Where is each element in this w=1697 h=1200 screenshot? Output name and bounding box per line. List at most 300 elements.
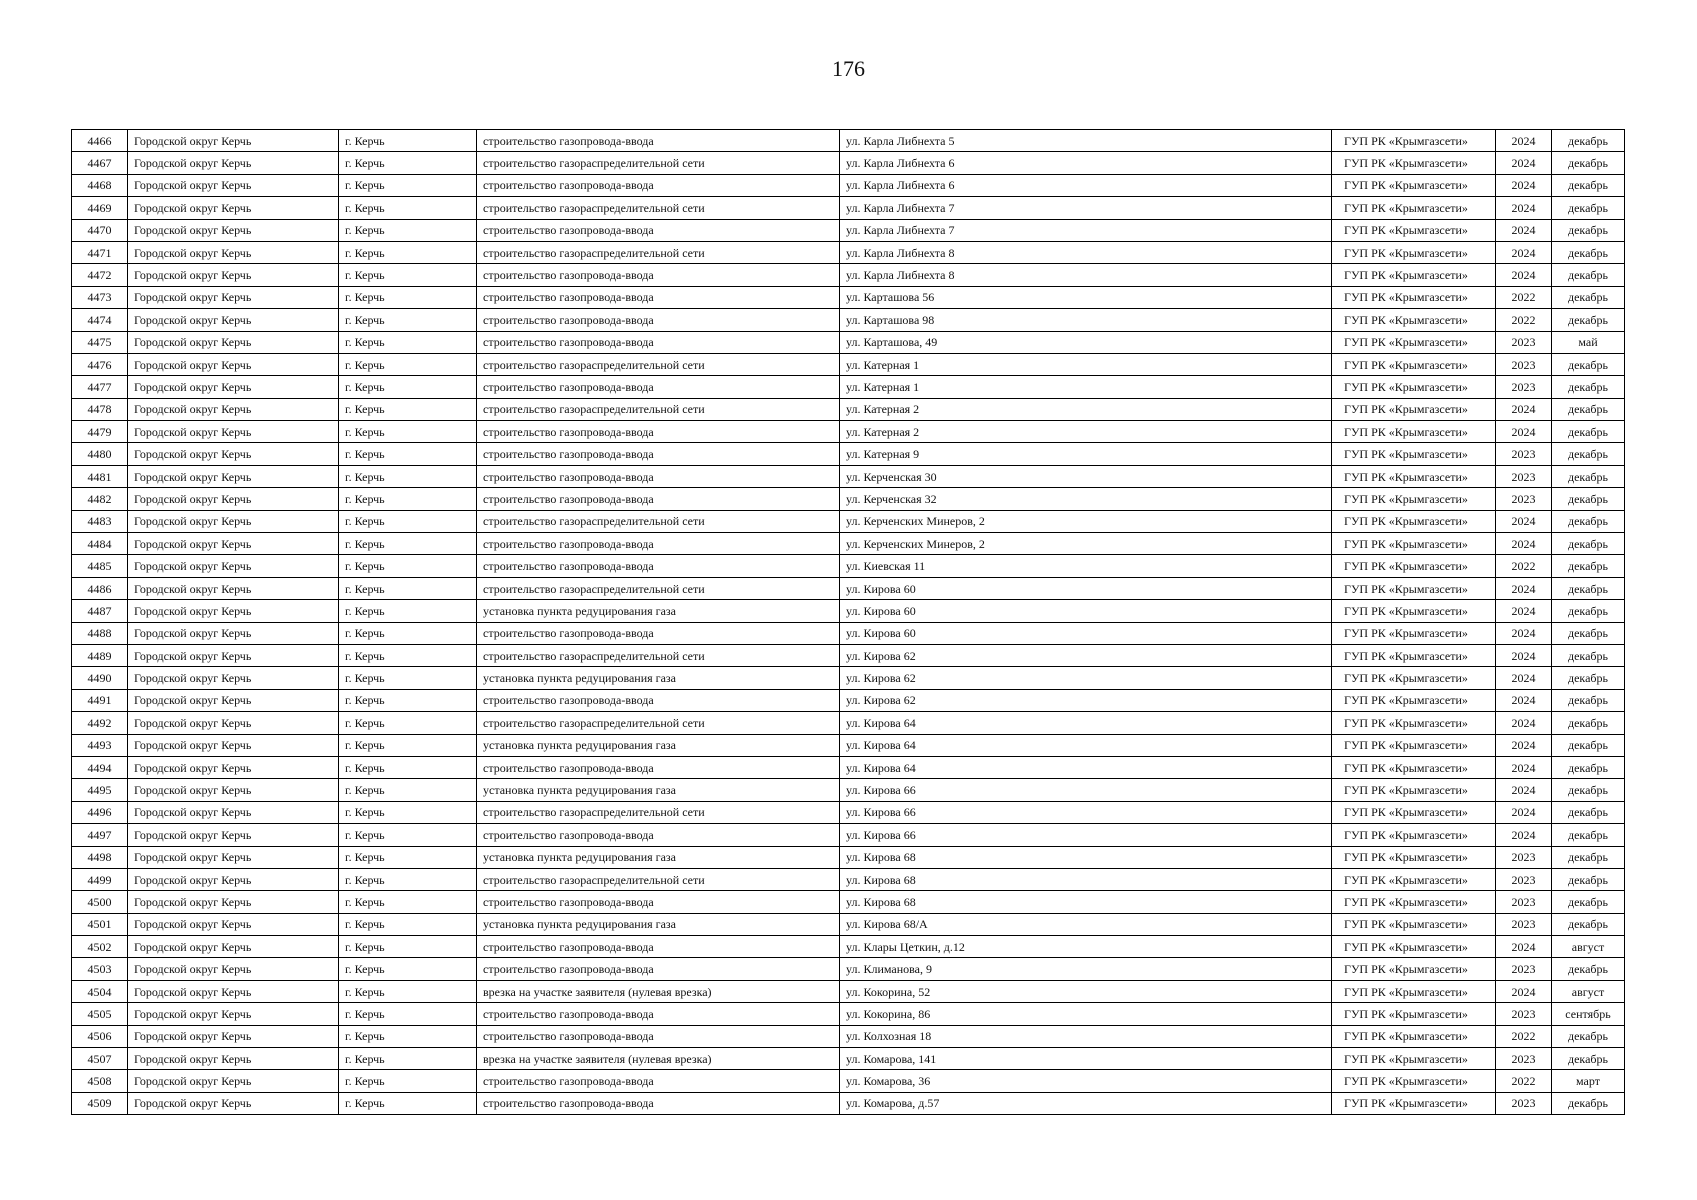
- city-cell: г. Керчь: [339, 376, 477, 398]
- address-cell: ул. Карла Либнехта 6: [840, 152, 1332, 174]
- year-cell: 2023: [1496, 868, 1552, 890]
- organization-cell: ГУП РК «Крымгазсети»: [1332, 555, 1496, 577]
- table-row: [72, 465, 1625, 487]
- organization-cell: ГУП РК «Крымгазсети»: [1332, 667, 1496, 689]
- month-cell: декабрь: [1552, 533, 1625, 555]
- city-cell: г. Керчь: [339, 824, 477, 846]
- address-cell: ул. Карла Либнехта 8: [840, 241, 1332, 263]
- organization-cell: ГУП РК «Крымгазсети»: [1332, 264, 1496, 286]
- year-cell: 2024: [1496, 174, 1552, 196]
- city-cell: г. Керчь: [339, 1025, 477, 1047]
- month-cell: декабрь: [1552, 891, 1625, 913]
- table-row: [72, 264, 1625, 286]
- row-number: 4481: [72, 465, 128, 487]
- district-cell: Городской округ Керчь: [128, 555, 339, 577]
- organization-cell: ГУП РК «Крымгазсети»: [1332, 868, 1496, 890]
- address-cell: ул. Кирова 60: [840, 622, 1332, 644]
- year-cell: 2024: [1496, 734, 1552, 756]
- month-cell: декабрь: [1552, 958, 1625, 980]
- table-row: [72, 130, 1625, 152]
- district-cell: Городской округ Керчь: [128, 689, 339, 711]
- row-number: 4486: [72, 577, 128, 599]
- year-cell: 2024: [1496, 533, 1552, 555]
- city-cell: г. Керчь: [339, 331, 477, 353]
- work-type-cell: установка пункта редуцирования газа: [477, 734, 840, 756]
- year-cell: 2024: [1496, 936, 1552, 958]
- month-cell: май: [1552, 331, 1625, 353]
- table-row: [72, 756, 1625, 778]
- district-cell: Городской округ Керчь: [128, 421, 339, 443]
- organization-cell: ГУП РК «Крымгазсети»: [1332, 846, 1496, 868]
- month-cell: сентябрь: [1552, 1003, 1625, 1025]
- district-cell: Городской округ Керчь: [128, 510, 339, 532]
- row-number: 4476: [72, 353, 128, 375]
- month-cell: декабрь: [1552, 1048, 1625, 1070]
- year-cell: 2024: [1496, 398, 1552, 420]
- organization-cell: ГУП РК «Крымгазсети»: [1332, 533, 1496, 555]
- organization-cell: ГУП РК «Крымгазсети»: [1332, 241, 1496, 263]
- work-type-cell: строительство газопровода-ввода: [477, 376, 840, 398]
- district-cell: Городской округ Керчь: [128, 174, 339, 196]
- work-type-cell: строительство газопровода-ввода: [477, 465, 840, 487]
- month-cell: декабрь: [1552, 689, 1625, 711]
- table-row: [72, 309, 1625, 331]
- district-cell: Городской округ Керчь: [128, 130, 339, 152]
- table-row: [72, 219, 1625, 241]
- district-cell: Городской округ Керчь: [128, 644, 339, 666]
- district-cell: Городской округ Керчь: [128, 152, 339, 174]
- address-cell: ул. Кокорина, 52: [840, 980, 1332, 1002]
- district-cell: Городской округ Керчь: [128, 1092, 339, 1114]
- organization-cell: ГУП РК «Крымгазсети»: [1332, 510, 1496, 532]
- row-number: 4493: [72, 734, 128, 756]
- year-cell: 2022: [1496, 1070, 1552, 1092]
- row-number: 4479: [72, 421, 128, 443]
- district-cell: Городской округ Керчь: [128, 331, 339, 353]
- organization-cell: ГУП РК «Крымгазсети»: [1332, 376, 1496, 398]
- table-row: [72, 936, 1625, 958]
- month-cell: декабрь: [1552, 421, 1625, 443]
- year-cell: 2024: [1496, 130, 1552, 152]
- year-cell: 2023: [1496, 1048, 1552, 1070]
- row-number: 4509: [72, 1092, 128, 1114]
- address-cell: ул. Керченских Минеров, 2: [840, 533, 1332, 555]
- month-cell: декабрь: [1552, 846, 1625, 868]
- work-type-cell: установка пункта редуцирования газа: [477, 779, 840, 801]
- address-cell: ул. Карла Либнехта 5: [840, 130, 1332, 152]
- row-number: 4485: [72, 555, 128, 577]
- table-row: [72, 353, 1625, 375]
- row-number: 4491: [72, 689, 128, 711]
- city-cell: г. Керчь: [339, 443, 477, 465]
- month-cell: декабрь: [1552, 130, 1625, 152]
- month-cell: декабрь: [1552, 398, 1625, 420]
- organization-cell: ГУП РК «Крымгазсети»: [1332, 488, 1496, 510]
- address-cell: ул. Кирова 68: [840, 891, 1332, 913]
- address-cell: ул. Киевская 11: [840, 555, 1332, 577]
- table-row: [72, 779, 1625, 801]
- work-type-cell: строительство газораспределительной сети: [477, 712, 840, 734]
- table-row: [72, 958, 1625, 980]
- work-type-cell: строительство газопровода-ввода: [477, 1092, 840, 1114]
- work-type-cell: строительство газораспределительной сети: [477, 577, 840, 599]
- district-cell: Городской округ Керчь: [128, 1070, 339, 1092]
- year-cell: 2024: [1496, 197, 1552, 219]
- organization-cell: ГУП РК «Крымгазсети»: [1332, 936, 1496, 958]
- year-cell: 2024: [1496, 241, 1552, 263]
- address-cell: ул. Кокорина, 86: [840, 1003, 1332, 1025]
- month-cell: декабрь: [1552, 622, 1625, 644]
- row-number: 4498: [72, 846, 128, 868]
- address-cell: ул. Керченских Минеров, 2: [840, 510, 1332, 532]
- organization-cell: ГУП РК «Крымгазсети»: [1332, 958, 1496, 980]
- city-cell: г. Керчь: [339, 1092, 477, 1114]
- work-type-cell: строительство газопровода-ввода: [477, 264, 840, 286]
- table-row: [72, 488, 1625, 510]
- address-cell: ул. Карла Либнехта 6: [840, 174, 1332, 196]
- month-cell: декабрь: [1552, 174, 1625, 196]
- row-number: 4466: [72, 130, 128, 152]
- month-cell: декабрь: [1552, 219, 1625, 241]
- year-cell: 2024: [1496, 600, 1552, 622]
- work-type-cell: врезка на участке заявителя (нулевая врезка): [477, 1048, 840, 1070]
- address-cell: ул. Комарова, 141: [840, 1048, 1332, 1070]
- work-type-cell: строительство газопровода-ввода: [477, 309, 840, 331]
- city-cell: г. Керчь: [339, 1070, 477, 1092]
- work-type-cell: строительство газораспределительной сети: [477, 801, 840, 823]
- table-row: [72, 622, 1625, 644]
- city-cell: г. Керчь: [339, 219, 477, 241]
- city-cell: г. Керчь: [339, 1048, 477, 1070]
- work-type-cell: строительство газопровода-ввода: [477, 443, 840, 465]
- year-cell: 2022: [1496, 1025, 1552, 1047]
- organization-cell: ГУП РК «Крымгазсети»: [1332, 1070, 1496, 1092]
- row-number: 4504: [72, 980, 128, 1002]
- district-cell: Городской округ Керчь: [128, 577, 339, 599]
- district-cell: Городской округ Керчь: [128, 891, 339, 913]
- address-cell: ул. Кирова 64: [840, 734, 1332, 756]
- city-cell: г. Керчь: [339, 734, 477, 756]
- address-cell: ул. Карла Либнехта 7: [840, 197, 1332, 219]
- city-cell: г. Керчь: [339, 756, 477, 778]
- row-number: 4468: [72, 174, 128, 196]
- work-type-cell: установка пункта редуцирования газа: [477, 913, 840, 935]
- year-cell: 2024: [1496, 577, 1552, 599]
- row-number: 4487: [72, 600, 128, 622]
- organization-cell: ГУП РК «Крымгазсети»: [1332, 219, 1496, 241]
- month-cell: август: [1552, 980, 1625, 1002]
- address-cell: ул. Кирова 66: [840, 779, 1332, 801]
- address-cell: ул. Климанова, 9: [840, 958, 1332, 980]
- district-cell: Городской округ Керчь: [128, 443, 339, 465]
- work-type-cell: строительство газопровода-ввода: [477, 219, 840, 241]
- address-cell: ул. Катерная 1: [840, 376, 1332, 398]
- row-number: 4494: [72, 756, 128, 778]
- address-cell: ул. Керченская 32: [840, 488, 1332, 510]
- year-cell: 2023: [1496, 891, 1552, 913]
- table-row: [72, 398, 1625, 420]
- table-row: [72, 286, 1625, 308]
- city-cell: г. Керчь: [339, 421, 477, 443]
- row-number: 4480: [72, 443, 128, 465]
- month-cell: декабрь: [1552, 577, 1625, 599]
- year-cell: 2024: [1496, 712, 1552, 734]
- work-type-cell: установка пункта редуцирования газа: [477, 667, 840, 689]
- organization-cell: ГУП РК «Крымгазсети»: [1332, 174, 1496, 196]
- organization-cell: ГУП РК «Крымгазсети»: [1332, 577, 1496, 599]
- year-cell: 2023: [1496, 376, 1552, 398]
- organization-cell: ГУП РК «Крымгазсети»: [1332, 443, 1496, 465]
- city-cell: г. Керчь: [339, 1003, 477, 1025]
- address-cell: ул. Кирова 62: [840, 689, 1332, 711]
- work-type-cell: строительство газопровода-ввода: [477, 622, 840, 644]
- month-cell: декабрь: [1552, 1092, 1625, 1114]
- work-type-cell: строительство газораспределительной сети: [477, 510, 840, 532]
- year-cell: 2023: [1496, 353, 1552, 375]
- organization-cell: ГУП РК «Крымгазсети»: [1332, 734, 1496, 756]
- address-cell: ул. Кирова 62: [840, 644, 1332, 666]
- year-cell: 2024: [1496, 421, 1552, 443]
- work-type-cell: строительство газораспределительной сети: [477, 644, 840, 666]
- district-cell: Городской округ Керчь: [128, 667, 339, 689]
- work-type-cell: строительство газораспределительной сети: [477, 152, 840, 174]
- address-cell: ул. Кирова 60: [840, 600, 1332, 622]
- district-cell: Городской округ Керчь: [128, 600, 339, 622]
- month-cell: декабрь: [1552, 309, 1625, 331]
- year-cell: 2024: [1496, 644, 1552, 666]
- city-cell: г. Керчь: [339, 174, 477, 196]
- district-cell: Городской округ Керчь: [128, 241, 339, 263]
- district-cell: Городской округ Керчь: [128, 353, 339, 375]
- year-cell: 2023: [1496, 331, 1552, 353]
- row-number: 4506: [72, 1025, 128, 1047]
- year-cell: 2024: [1496, 824, 1552, 846]
- city-cell: г. Керчь: [339, 600, 477, 622]
- year-cell: 2023: [1496, 443, 1552, 465]
- table-row: [72, 1048, 1625, 1070]
- city-cell: г. Керчь: [339, 510, 477, 532]
- month-cell: декабрь: [1552, 555, 1625, 577]
- city-cell: г. Керчь: [339, 779, 477, 801]
- year-cell: 2023: [1496, 1003, 1552, 1025]
- year-cell: 2023: [1496, 958, 1552, 980]
- address-cell: ул. Кирова 62: [840, 667, 1332, 689]
- address-cell: ул. Кирова 66: [840, 801, 1332, 823]
- organization-cell: ГУП РК «Крымгазсети»: [1332, 756, 1496, 778]
- row-number: 4472: [72, 264, 128, 286]
- district-cell: Городской округ Керчь: [128, 913, 339, 935]
- work-type-cell: строительство газораспределительной сети: [477, 353, 840, 375]
- organization-cell: ГУП РК «Крымгазсети»: [1332, 779, 1496, 801]
- city-cell: г. Керчь: [339, 555, 477, 577]
- work-type-cell: врезка на участке заявителя (нулевая врезка): [477, 980, 840, 1002]
- city-cell: г. Керчь: [339, 152, 477, 174]
- address-cell: ул. Кирова 66: [840, 824, 1332, 846]
- table-row: [72, 331, 1625, 353]
- table-row: [72, 1025, 1625, 1047]
- city-cell: г. Керчь: [339, 309, 477, 331]
- address-cell: ул. Кирова 64: [840, 756, 1332, 778]
- table-row: [72, 1092, 1625, 1114]
- organization-cell: ГУП РК «Крымгазсети»: [1332, 465, 1496, 487]
- work-type-cell: строительство газораспределительной сети: [477, 398, 840, 420]
- work-type-cell: строительство газопровода-ввода: [477, 533, 840, 555]
- organization-cell: ГУП РК «Крымгазсети»: [1332, 309, 1496, 331]
- work-type-cell: строительство газопровода-ввода: [477, 1003, 840, 1025]
- district-cell: Городской округ Керчь: [128, 219, 339, 241]
- row-number: 4499: [72, 868, 128, 890]
- city-cell: г. Керчь: [339, 846, 477, 868]
- organization-cell: ГУП РК «Крымгазсети»: [1332, 286, 1496, 308]
- city-cell: г. Керчь: [339, 577, 477, 599]
- city-cell: г. Керчь: [339, 264, 477, 286]
- year-cell: 2023: [1496, 1092, 1552, 1114]
- city-cell: г. Керчь: [339, 980, 477, 1002]
- organization-cell: ГУП РК «Крымгазсети»: [1332, 421, 1496, 443]
- year-cell: 2024: [1496, 667, 1552, 689]
- district-cell: Городской округ Керчь: [128, 376, 339, 398]
- table-row: [72, 868, 1625, 890]
- month-cell: декабрь: [1552, 667, 1625, 689]
- month-cell: декабрь: [1552, 824, 1625, 846]
- work-type-cell: строительство газопровода-ввода: [477, 689, 840, 711]
- district-cell: Городской округ Керчь: [128, 197, 339, 219]
- work-type-cell: строительство газопровода-ввода: [477, 421, 840, 443]
- table-row: [72, 1003, 1625, 1025]
- table-row: [72, 689, 1625, 711]
- district-cell: Городской округ Керчь: [128, 846, 339, 868]
- organization-cell: ГУП РК «Крымгазсети»: [1332, 130, 1496, 152]
- organization-cell: ГУП РК «Крымгазсети»: [1332, 689, 1496, 711]
- table-row: [72, 1070, 1625, 1092]
- organization-cell: ГУП РК «Крымгазсети»: [1332, 891, 1496, 913]
- table-row: [72, 667, 1625, 689]
- table-row: [72, 824, 1625, 846]
- work-type-cell: строительство газопровода-ввода: [477, 1025, 840, 1047]
- organization-cell: ГУП РК «Крымгазсети»: [1332, 913, 1496, 935]
- city-cell: г. Керчь: [339, 465, 477, 487]
- table-row: [72, 174, 1625, 196]
- row-number: 4495: [72, 779, 128, 801]
- row-number: 4482: [72, 488, 128, 510]
- row-number: 4473: [72, 286, 128, 308]
- row-number: 4483: [72, 510, 128, 532]
- work-type-cell: строительство газопровода-ввода: [477, 488, 840, 510]
- city-cell: г. Керчь: [339, 936, 477, 958]
- row-number: 4492: [72, 712, 128, 734]
- district-cell: Городской округ Керчь: [128, 309, 339, 331]
- row-number: 4470: [72, 219, 128, 241]
- table-row: [72, 443, 1625, 465]
- table-row: [72, 555, 1625, 577]
- month-cell: декабрь: [1552, 868, 1625, 890]
- district-cell: Городской округ Керчь: [128, 712, 339, 734]
- month-cell: декабрь: [1552, 286, 1625, 308]
- table-row: [72, 510, 1625, 532]
- year-cell: 2024: [1496, 689, 1552, 711]
- district-cell: Городской округ Керчь: [128, 533, 339, 555]
- address-cell: ул. Карла Либнехта 7: [840, 219, 1332, 241]
- address-cell: ул. Комарова, 36: [840, 1070, 1332, 1092]
- address-cell: ул. Колхозная 18: [840, 1025, 1332, 1047]
- organization-cell: ГУП РК «Крымгазсети»: [1332, 331, 1496, 353]
- address-cell: ул. Клары Цеткин, д.12: [840, 936, 1332, 958]
- address-cell: ул. Комарова, д.57: [840, 1092, 1332, 1114]
- month-cell: декабрь: [1552, 241, 1625, 263]
- table-row: [72, 980, 1625, 1002]
- address-cell: ул. Карташова, 49: [840, 331, 1332, 353]
- row-number: 4503: [72, 958, 128, 980]
- row-number: 4500: [72, 891, 128, 913]
- work-type-cell: строительство газораспределительной сети: [477, 241, 840, 263]
- address-cell: ул. Керченская 30: [840, 465, 1332, 487]
- district-cell: Городской округ Керчь: [128, 622, 339, 644]
- table-row: [72, 801, 1625, 823]
- organization-cell: ГУП РК «Крымгазсети»: [1332, 600, 1496, 622]
- year-cell: 2024: [1496, 801, 1552, 823]
- row-number: 4477: [72, 376, 128, 398]
- address-cell: ул. Катерная 1: [840, 353, 1332, 375]
- city-cell: г. Керчь: [339, 130, 477, 152]
- month-cell: декабрь: [1552, 644, 1625, 666]
- month-cell: август: [1552, 936, 1625, 958]
- row-number: 4507: [72, 1048, 128, 1070]
- year-cell: 2023: [1496, 846, 1552, 868]
- address-cell: ул. Кирова 68: [840, 868, 1332, 890]
- district-cell: Городской округ Керчь: [128, 398, 339, 420]
- work-type-cell: строительство газопровода-ввода: [477, 824, 840, 846]
- row-number: 4469: [72, 197, 128, 219]
- work-type-cell: строительство газораспределительной сети: [477, 868, 840, 890]
- month-cell: декабрь: [1552, 376, 1625, 398]
- table-row: [72, 152, 1625, 174]
- month-cell: декабрь: [1552, 488, 1625, 510]
- row-number: 4490: [72, 667, 128, 689]
- month-cell: декабрь: [1552, 197, 1625, 219]
- city-cell: г. Керчь: [339, 801, 477, 823]
- work-type-cell: строительство газопровода-ввода: [477, 958, 840, 980]
- organization-cell: ГУП РК «Крымгазсети»: [1332, 1092, 1496, 1114]
- month-cell: декабрь: [1552, 1025, 1625, 1047]
- district-cell: Городской округ Керчь: [128, 980, 339, 1002]
- address-cell: ул. Кирова 64: [840, 712, 1332, 734]
- table-row: [72, 734, 1625, 756]
- work-type-cell: строительство газопровода-ввода: [477, 555, 840, 577]
- year-cell: 2024: [1496, 779, 1552, 801]
- table-row: [72, 376, 1625, 398]
- month-cell: декабрь: [1552, 756, 1625, 778]
- month-cell: декабрь: [1552, 712, 1625, 734]
- year-cell: 2022: [1496, 555, 1552, 577]
- year-cell: 2023: [1496, 913, 1552, 935]
- row-number: 4488: [72, 622, 128, 644]
- work-type-cell: строительство газораспределительной сети: [477, 197, 840, 219]
- city-cell: г. Керчь: [339, 488, 477, 510]
- city-cell: г. Керчь: [339, 891, 477, 913]
- table-row: [72, 913, 1625, 935]
- organization-cell: ГУП РК «Крымгазсети»: [1332, 398, 1496, 420]
- city-cell: г. Керчь: [339, 286, 477, 308]
- city-cell: г. Керчь: [339, 868, 477, 890]
- work-type-cell: строительство газопровода-ввода: [477, 756, 840, 778]
- row-number: 4501: [72, 913, 128, 935]
- city-cell: г. Керчь: [339, 622, 477, 644]
- work-type-cell: строительство газопровода-ввода: [477, 891, 840, 913]
- city-cell: г. Керчь: [339, 689, 477, 711]
- month-cell: декабрь: [1552, 510, 1625, 532]
- table-row: [72, 644, 1625, 666]
- city-cell: г. Керчь: [339, 241, 477, 263]
